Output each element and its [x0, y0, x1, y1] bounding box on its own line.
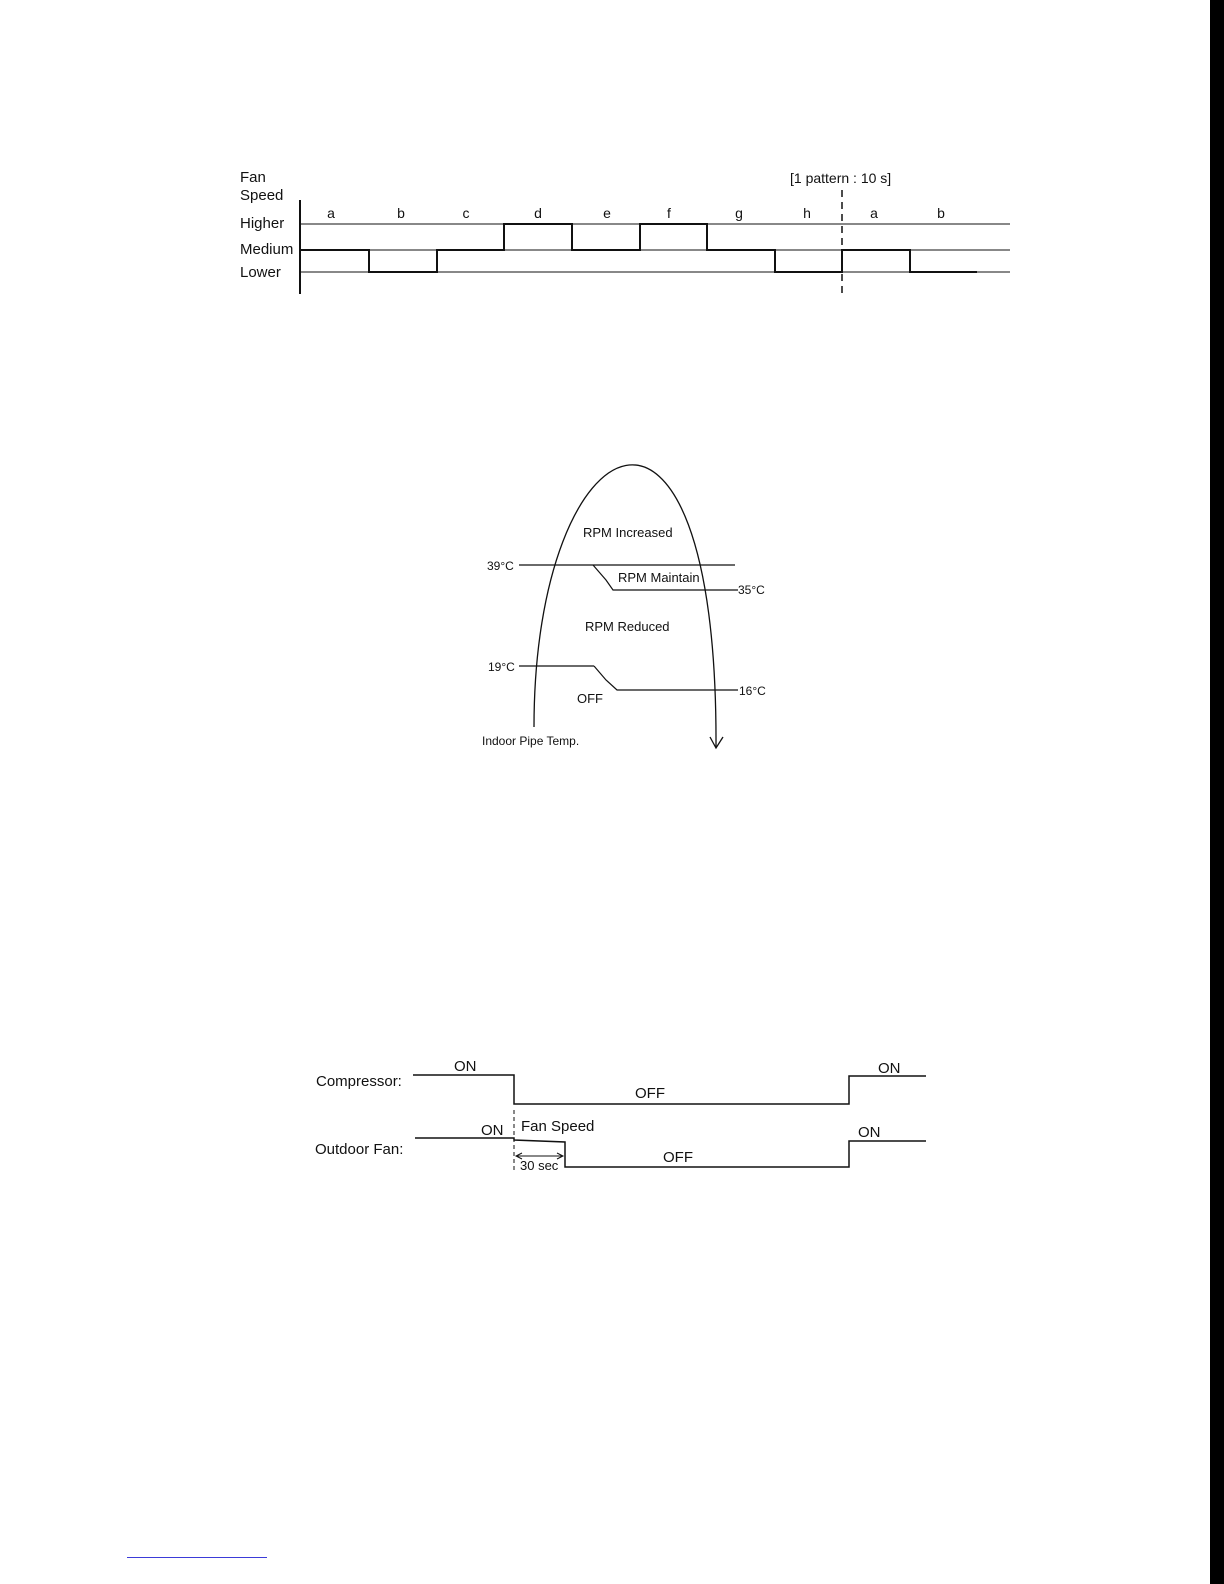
- outdoor-fan-label: Outdoor Fan:: [315, 1141, 404, 1158]
- compressor-off: OFF: [635, 1085, 665, 1102]
- pipe-temperature-diagram: [482, 465, 766, 748]
- level-higher-label: Higher: [240, 215, 285, 232]
- temp-16-label: 16°C: [739, 684, 766, 698]
- threshold-16-line: [594, 666, 738, 690]
- segment-label: d: [534, 205, 542, 221]
- segment-label: a: [870, 205, 878, 221]
- fan-speed-note: Fan Speed: [521, 1118, 595, 1135]
- fan-speed-pattern-diagram: [240, 169, 1010, 297]
- fan-on-left: ON: [481, 1122, 504, 1139]
- compressor-waveform: [413, 1075, 926, 1104]
- segment-label: f: [667, 205, 671, 221]
- fan-speed-waveform: [300, 224, 977, 272]
- segment-label: h: [803, 205, 811, 221]
- compressor-on-right: ON: [878, 1060, 901, 1077]
- level-lower-label: Lower: [240, 264, 281, 281]
- delay-label: 30 sec: [520, 1158, 559, 1173]
- compressor-on-left: ON: [454, 1058, 477, 1075]
- segment-label: e: [603, 205, 611, 221]
- fan-on-right: ON: [858, 1124, 881, 1141]
- segment-label: a: [327, 205, 335, 221]
- compressor-label: Compressor:: [316, 1073, 402, 1090]
- segment-label: b: [397, 205, 405, 221]
- temp-39-label: 39°C: [487, 559, 514, 573]
- compressor-timing-diagram: [315, 1058, 926, 1173]
- zone-reduced-label: RPM Reduced: [585, 619, 670, 634]
- zone-increased-label: RPM Increased: [583, 525, 673, 540]
- segment-label: g: [735, 205, 743, 221]
- temp-35-label: 35°C: [738, 583, 765, 597]
- level-medium-label: Medium: [240, 241, 294, 258]
- pipe-temp-axis-label: Indoor Pipe Temp.: [482, 734, 580, 748]
- zone-maintain-label: RPM Maintain: [618, 570, 700, 585]
- fan-off: OFF: [663, 1149, 693, 1166]
- fan-axis-title-1: Fan: [240, 169, 266, 186]
- temperature-curve: [534, 465, 716, 747]
- segment-label: b: [937, 205, 945, 221]
- pattern-note: [1 pattern : 10 s]: [790, 170, 892, 186]
- fan-axis-title-2: Speed: [240, 187, 284, 204]
- temp-19-label: 19°C: [488, 660, 515, 674]
- segment-label: c: [462, 205, 470, 221]
- zone-off-label: OFF: [577, 691, 603, 706]
